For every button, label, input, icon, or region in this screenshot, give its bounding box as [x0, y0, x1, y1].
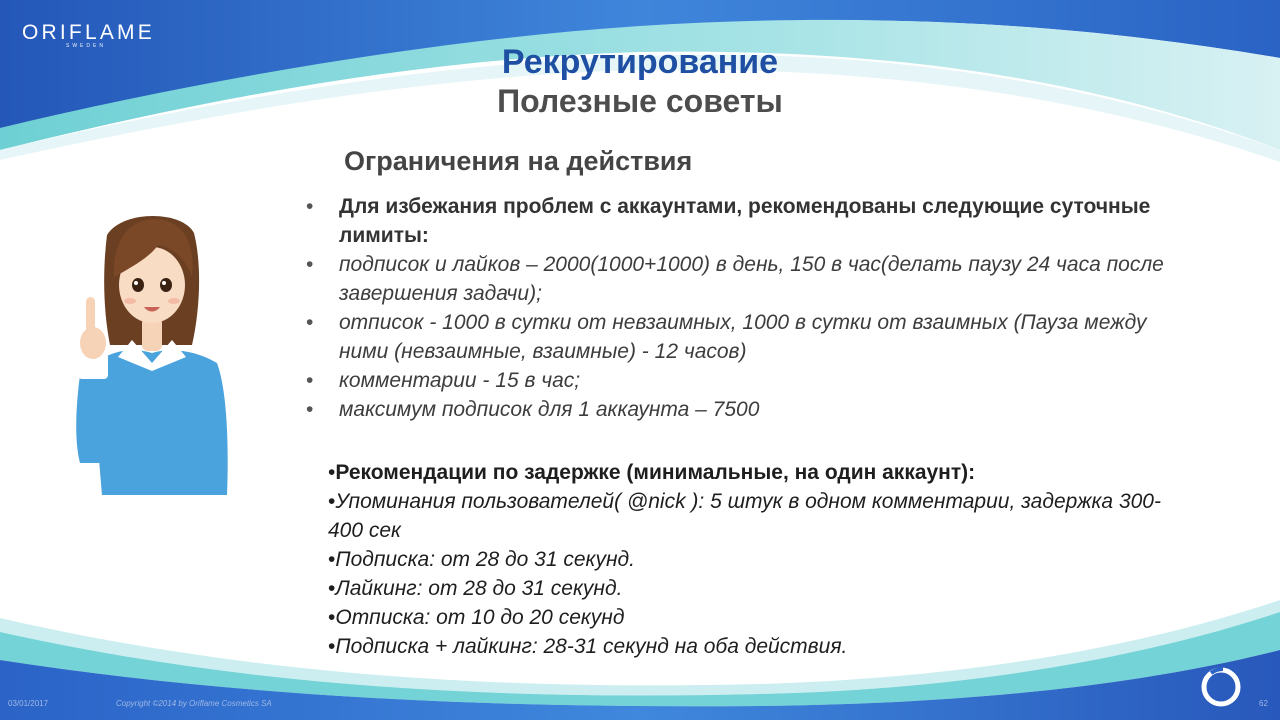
limits-item: • отписок - 1000 в сутки от невзаимных, 1000 в сутки от взаимных (Пауза между ними (невзаимные, взаимные) - 12 часов)	[306, 311, 1147, 363]
delays-item: •Подписка: от 28 до 31 секунд.	[328, 548, 635, 571]
girl-sweater	[92, 350, 228, 495]
limits-item: • максимум подписок для 1 аккаунта – 7500	[306, 398, 760, 421]
slide-title: Рекрутирование	[501, 43, 779, 81]
girl-illustration	[62, 205, 242, 500]
page-number: 62	[1259, 699, 1268, 708]
delays-item: •Подписка + лайкинг: 28-31 секунд на оба действия.	[328, 635, 848, 658]
footer-date: 03/01/2017	[8, 699, 49, 708]
limits-intro: • Для избежания проблем с аккаунтами, рекомендованы следующие суточные лимиты:	[306, 195, 1151, 247]
limits-item: • комментарии - 15 в час;	[306, 369, 581, 392]
slide-subtitle: Полезные советы	[497, 83, 783, 119]
limits-list	[306, 192, 1186, 424]
delays-item: •Отписка: от 10 до 20 секунд	[328, 606, 625, 629]
logo-subtitle: SWEDEN	[66, 43, 106, 49]
limits-item: • подписок и лайков – 2000(1000+1000) в день, 150 в час(делать паузу 24 часа после завершения задачи);	[306, 253, 1164, 305]
delays-item: •Упоминания пользователей( @nick ): 5 штук в одном комментарии, задержка 300-400 сек	[328, 490, 1161, 542]
delays-item: •Лайкинг: от 28 до 31 секунд.	[328, 577, 623, 600]
girl-finger	[86, 297, 95, 339]
logo-wordmark: ORIFLAME	[22, 21, 155, 44]
girl-eye-right	[160, 278, 172, 292]
footer-copyright: Copyright ©2014 by Oriflame Cosmetics SA	[116, 699, 272, 708]
oriflame-ring-icon	[1199, 665, 1243, 709]
girl-eye-left	[132, 278, 144, 292]
delay-recommendations	[328, 458, 1188, 661]
section-heading: Ограничения на действия	[344, 146, 693, 176]
delays-title: •Рекомендации по задержке (минимальные, на один аккаунт):	[328, 461, 976, 484]
